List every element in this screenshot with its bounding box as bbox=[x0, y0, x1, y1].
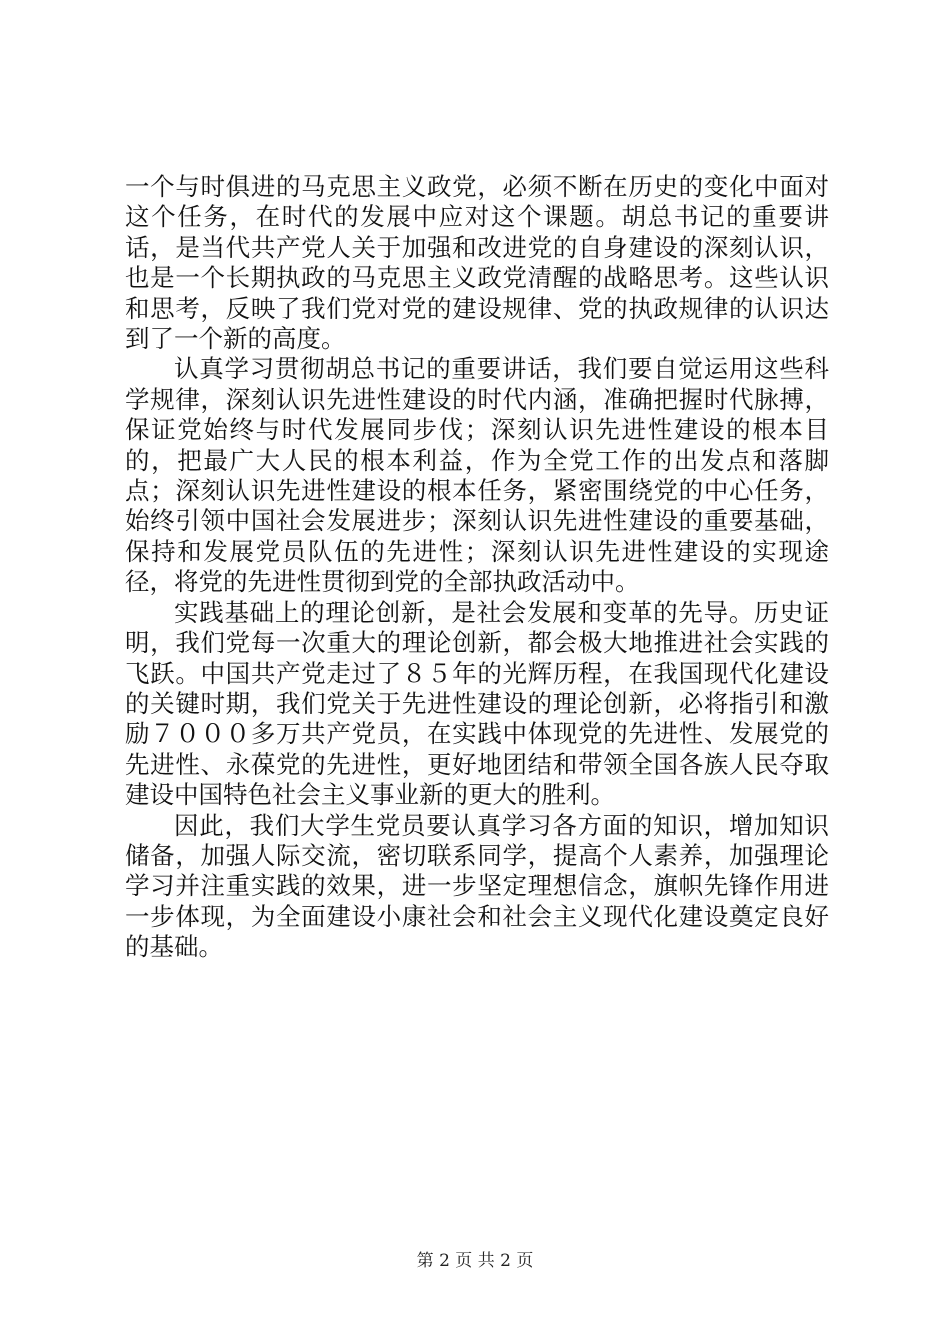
paragraph-2: 认真学习贯彻胡总书记的重要讲话，我们要自觉运用这些科学规律，深刻认识先进性建设的时代内涵，准确把握时代脉搏，保证党始终与时代发展同步伐；深刻认识先进性建设的根本目的，把最广大人民的根本利益，作为全党工作的出发点和落脚点；深刻认识先进性建设的根本任务，紧密围绕党的中心任务，始终引领中国社会发展进步；深刻认识先进性建设的重要基础，保持和发展党员队伍的先进性；深刻认识先进性建设的实现途径，将党的先进性贯彻到党的全部执政活动中。 bbox=[125, 354, 829, 597]
paragraph-1: 一个与时俱进的马克思主义政党，必须不断在历史的变化中面对这个任务，在时代的发展中应对这个课题。胡总书记的重要讲话，是当代共产党人关于加强和改进党的自身建设的深刻认识，也是一个长期执政的马克思主义政党清醒的战略思考。这些认识和思考，反映了我们党对党的建设规律、党的执政规律的认识达到了一个新的高度。 bbox=[125, 172, 829, 354]
page-number-footer: 第 2 页 共 2 页 bbox=[416, 1251, 534, 1271]
paragraph-4: 因此，我们大学生党员要认真学习各方面的知识，增加知识储备，加强人际交流，密切联系同学，提高个人素养，加强理论学习并注重实践的效果，进一步坚定理想信念，旗帜先锋作用进一步体现，为全面建设小康社会和社会主义现代化建设奠定良好的基础。 bbox=[125, 810, 829, 962]
paragraph-3: 实践基础上的理论创新，是社会发展和变革的先导。历史证明，我们党每一次重大的理论创新，都会极大地推进社会实践的飞跃。中国共产党走过了８５年的光辉历程，在我国现代化建设的关键时期，我们党关于先进性建设的理论创新，必将指引和激励７０００多万共产党员，在实践中体现党的先进性、发展党的先进性、永葆党的先进性，更好地团结和带领全国各族人民夺取建设中国特色社会主义事业新的更大的胜利。 bbox=[125, 597, 829, 810]
document-body bbox=[125, 172, 829, 963]
